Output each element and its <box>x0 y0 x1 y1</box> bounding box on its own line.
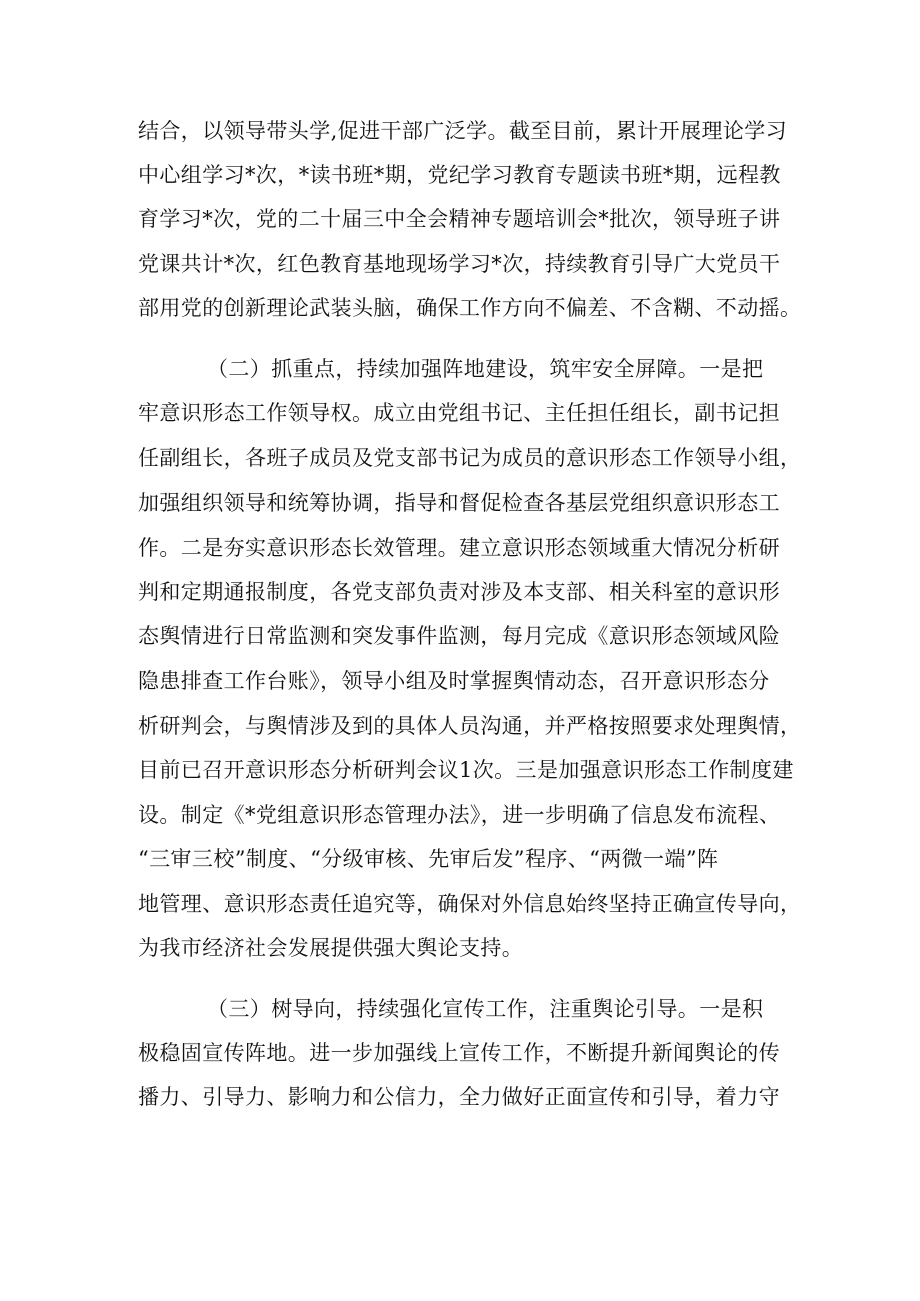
text-line: 设。制定《*党组意识形态管理办法》，进一步明确了信息发布流程、 <box>138 803 781 827</box>
text-line: （二）抓重点，持续加强阵地建设，筑牢安全屏障。一是把 <box>207 357 764 381</box>
text-line: 析研判会，与舆情涉及到的具体人员沟通，并严格按照要求处理舆情， <box>138 714 802 738</box>
text-line: “三审三校”制度、“分级审核、先审后发”程序、“两微一端”阵 <box>138 847 719 871</box>
text-line: 判和定期通报制度，各党支部负责对涉及本支部、相关科室的意识形 <box>138 580 780 604</box>
text-line: 中心组学习*次，*读书班*期，党纪学习教育专题读书班*期，远程教 <box>138 163 781 187</box>
text-line: 任副组长，各班子成员及党支部书记为成员的意识形态工作领导小组， <box>138 446 802 470</box>
text-line: 党课共计*次，红色教育基地现场学习*次，持续教育引导广大党员干 <box>138 252 781 276</box>
text-line: 极稳固宣传阵地。进一步加强线上宣传工作，不断提升新闻舆论的传 <box>138 1041 780 1065</box>
text-line: 作。二是夯实意识形态长效管理。建立意识形态领域重大情况分析研 <box>138 536 780 560</box>
text-line: 地管理、意识形态责任追究等，确保对外信息始终坚持正确宣传导向， <box>138 892 802 916</box>
text-line: 隐患排查工作台账》，领导小组及时掌握舆情动态，召开意识形态分 <box>138 669 770 693</box>
text-line: 加强组织领导和统筹协调，指导和督促检查各基层党组织意识形态工 <box>138 491 780 515</box>
text-line: 育学习*次，党的二十届三中全会精神专题培训会*批次，领导班子讲 <box>138 207 781 231</box>
text-line: （三）树导向，持续强化宣传工作，注重舆论引导。一是积 <box>207 997 764 1021</box>
text-line: 为我市经济社会发展提供强大舆论支持。 <box>138 936 524 960</box>
text-line: 牢意识形态工作领导权。成立由党组书记、主任担任组长，副书记担 <box>138 401 780 425</box>
text-line: 部用党的创新理论武装头脑，确保工作方向不偏差、不含糊、不动摇。 <box>138 296 802 320</box>
text-line: 态舆情进行日常监测和突发事件监测，每月完成《意识形态领域风险 <box>138 624 780 648</box>
text-line: 目前已召开意识形态分析研判会议1次。三是加强意识形态工作制度建 <box>138 758 794 782</box>
text-line: 结合，以领导带头学,促进干部广泛学。截至目前，累计开展理论学习 <box>138 119 788 143</box>
text-line: 播力、引导力、影响力和公信力，全力做好正面宣传和引导，着力守 <box>138 1085 780 1109</box>
